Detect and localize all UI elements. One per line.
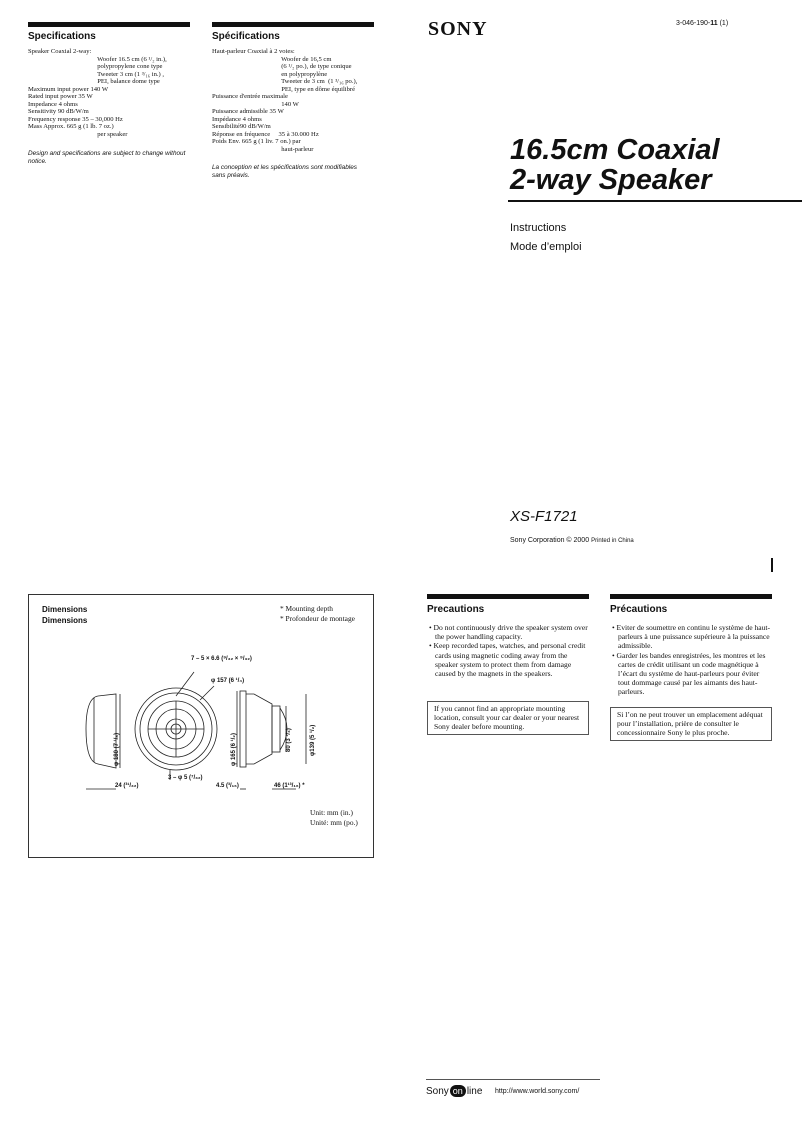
precautions-fr-heading: Précautions — [610, 604, 668, 615]
precautions-en-heading: Precautions — [427, 604, 485, 615]
product-title — [510, 135, 720, 195]
part-number: 3-046-190-11 (1) — [676, 20, 729, 27]
dim-phi139-label: φ139 (5 ¹/₂) — [310, 724, 316, 756]
sony-online-logo: Sony on line — [426, 1085, 483, 1097]
dim-45-label: 4.5 (³/₁₆) — [216, 783, 239, 789]
section-rule — [427, 594, 589, 599]
dim-phi180-label: φ 180 (7 ¹/₈) — [114, 732, 120, 766]
precautions-en-list — [427, 623, 589, 678]
precautions-en-note: If you cannot find an appropriate mounting location, consult your car dealer or your nearest Sony dealer before mounting. — [427, 701, 589, 735]
title-line-1: 16.5cm Coaxial — [510, 134, 720, 166]
registration-mark — [771, 558, 773, 572]
title-line-2: 2-way Speaker — [510, 164, 712, 196]
sony-url-link[interactable]: http://www.world.sony.com/ — [495, 1088, 580, 1095]
section-rule — [610, 594, 772, 599]
specs-en-body: Speaker Coaxial 2-way: Woofer 16.5 cm (6 ¹/₂ in.), polypropylene cone type Tweeter 3 cm (1 ³/₁₆ in.) , PEI, balance dome type Maximum input power 140 W Rated input power 35 W Impedance 4 ohms Sensitivity 90 dB/W/m Frequency response 35 – 30,000 Hz Mass Approx. 665 g (1 lb. 7 oz.) per speaker — [28, 48, 167, 138]
list-item: • Eviter de soumettre en continu le système de haut-parleurs à une puissance supérieure à la puissance admissible. — [612, 623, 771, 651]
dim-slot-label: 7 – 5 × 6.6 (⁹/₃₂ × ⁹/₃₂) — [191, 656, 252, 662]
list-item: • Do not continuously drive the speaker system over the power handling capacity. — [429, 623, 588, 642]
title-rule — [508, 200, 802, 202]
mounting-depth-note: * Mounting depth * Profondeur de montage — [280, 604, 355, 623]
model-number: XS-F1721 — [510, 508, 578, 525]
dim-24-label: 24 (³¹/₃₂) — [115, 783, 139, 789]
specs-en-heading: Specifications — [28, 31, 96, 42]
sony-logo: SONY — [428, 18, 488, 40]
dimensions-heading-en: Dimensions — [42, 605, 88, 614]
section-rule — [212, 22, 374, 27]
precautions-fr-list — [610, 623, 772, 697]
copyright-line: Sony Corporation © 2000 Printed in China — [510, 537, 634, 544]
section-rule — [28, 22, 190, 27]
dim-holes-label: 3 – φ 5 (⁷/₃₂) — [168, 775, 203, 781]
dimensions-heading-fr: Dimensions — [42, 616, 88, 625]
dim-80-label: 80 (3 ¹/₄) — [286, 728, 292, 752]
dim-phi165-label: φ 165 (6 ¹/₂) — [231, 733, 237, 766]
specs-fr-note: La conception et les spécifications sont modifiables sans préavis. — [212, 164, 357, 179]
dim-46-label: 46 (1¹³/₁₆) * — [274, 783, 305, 789]
instructions-label: Instructions — [510, 222, 567, 234]
specs-fr-body: Haut-parleur Coaxial à 2 voies: Woofer de 16,5 cm (6 ¹/₂ po.), de type conique en polypropylène Tweeter de 3 cm (1 ³/₁₆ po.), PEI, type en dôme équilibré Puissance d'entrée maximale 140 W Puissance admissible 35 W Impédance 4 ohms Sensibilité90 dB/W/m Réponse en fréquence 35 à 30.000 Hz Poids Env. 665 g (1 liv. 7 on.) par haut-parleur — [212, 48, 358, 153]
dim-phi157-label: φ 157 (6 ¹/₄) — [211, 678, 245, 684]
list-item: • Garder les bandes enregistrées, les montres et les cartes de crédit utilisant un code magnétique à l’écart du système de haut-parleurs pour éviter tout dommage causé par les aimants des haut-parleurs. — [612, 650, 766, 697]
specs-fr-heading: Spécifications — [212, 31, 280, 42]
unit-note: Unit: mm (in.) Unité: mm (po.) — [310, 808, 358, 827]
footer-rule — [426, 1079, 600, 1080]
specs-en-note: Design and specifications are subject to change without notice. — [28, 150, 186, 165]
precautions-fr-note: Si l’on ne peut trouver un emplacement adéquat pour l’installation, prière de consulter le concessionnaire Sony le plus proche. — [610, 707, 772, 741]
mode-emploi-label: Mode d’emploi — [510, 241, 582, 253]
list-item: • Keep recorded tapes, watches, and personal credit cards using magnetic coding away from the speaker system to protect them from damage caused by the magnets in the speakers. — [429, 641, 586, 679]
